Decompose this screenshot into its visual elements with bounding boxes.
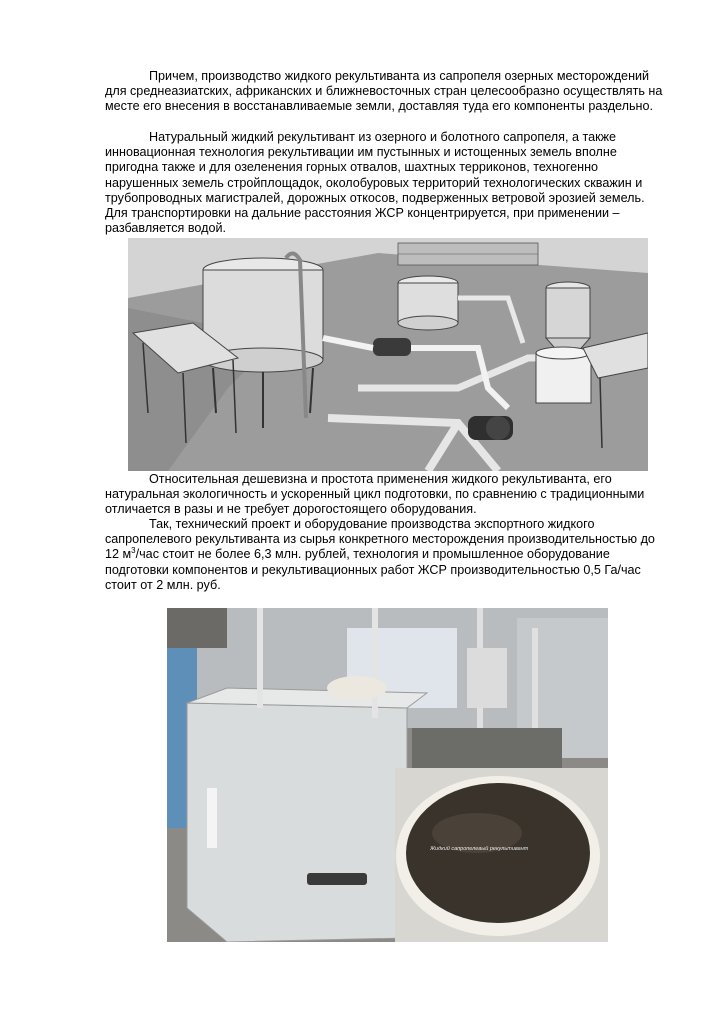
inset-photo-label: Жидкий сапропелевый рекультивант: [430, 846, 529, 852]
equipment-3d-drawing: [128, 238, 648, 471]
paragraph-2: [105, 130, 670, 236]
paragraph-1-text: Причем, производство жидкого рекультиванта из сапропеля озерных месторождений для среднеазиатских, африканских и ближневосточных стран целесообразно осуществлять на месте его внесения в восстанавливаемые земли, доставляя туда его компоненты раздельно.: [105, 69, 663, 114]
paragraph-3: [105, 472, 670, 518]
cubic-superscript: 3: [131, 546, 136, 556]
paragraph-4: [105, 517, 670, 593]
paragraph-1: [105, 69, 670, 115]
equipment-photo-drawing: [167, 608, 608, 942]
equipment-3d-model-image: [128, 238, 648, 471]
paragraph-4-text-end: /час стоит не более 6,3 млн. рублей, технология и промышленное оборудование подготовки компонентов и рекультивационных работ ЖСР производительностью 0,5 Га/час стоит от 2 млн. руб.: [105, 547, 641, 592]
paragraph-4-text-start: Так, технический проект и оборудование производства экспортного жидкого сапропелевого рекультиванта из сырья конкретного месторождения производительностью до 12 м: [105, 517, 655, 562]
paragraph-3-text: Относительная дешевизна и простота применения жидкого рекультиванта, его натуральная экологичность и ускоренный цикл подготовки, по сравнению с традиционными отличается в разы и не требует дорогостоящего оборудования.: [105, 472, 645, 517]
equipment-photo: [167, 608, 608, 942]
paragraph-2-text: Натуральный жидкий рекультивант из озерного и болотного сапропеля, а также инновационная технология рекультивации им пустынных и истощенных земель вполне пригодна также и для озеленения горных отвалов, шахтных терриконов, техногенно нарушенных земель стройплощадок, околобуровых территорий технологических скважин и трубопроводных магистралей, дорожных откосов, подверженных ветровой эрозией земель. Для транспортировки на дальние расстояния ЖСР концентрируется, при применении – разбавляется водой.: [105, 130, 645, 236]
